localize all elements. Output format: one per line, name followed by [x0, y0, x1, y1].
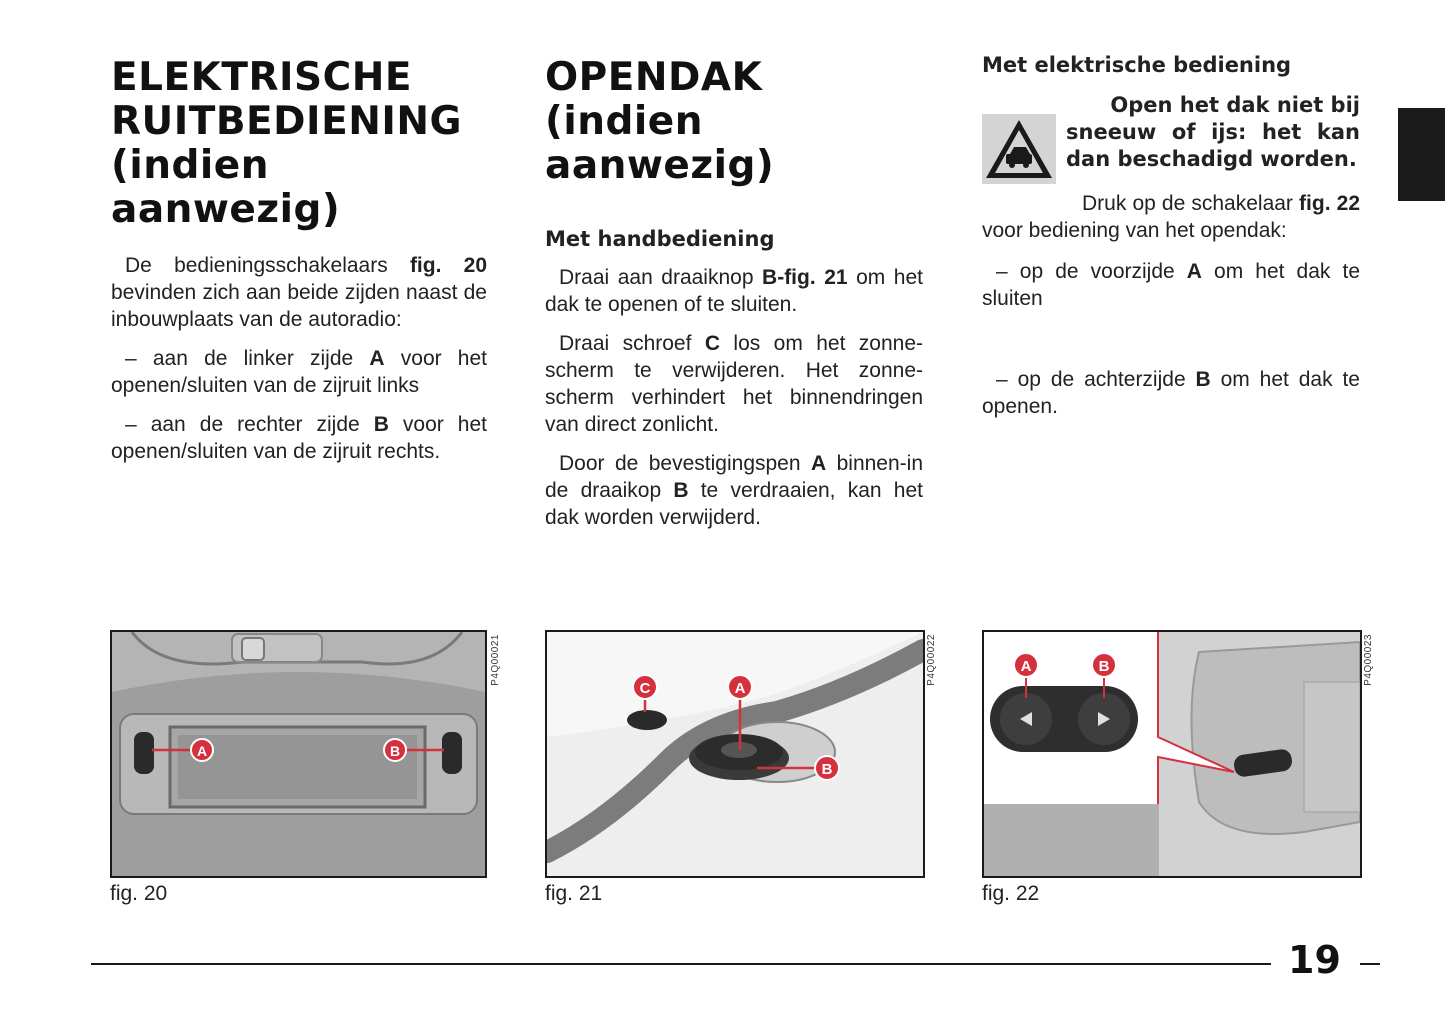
- figure-20-radio-switches: [110, 630, 487, 878]
- footer-dash: [1360, 963, 1380, 965]
- paragraph-pin: Door de bevestigingspen A binnen-in de draaikop B te verdraaien, kan het dak worden verwijderd.: [545, 452, 923, 529]
- callout-a: A: [734, 680, 746, 697]
- paragraph-intro: De bedieningsschakelaars fig. 20 bevinden zich aan beide zijden naast de inbouwplaats van de autoradio:: [111, 254, 488, 331]
- callout-b: B: [1098, 658, 1110, 675]
- title-line: RUITBEDIENING: [111, 99, 463, 144]
- callout-c: C: [639, 680, 651, 697]
- figure-21-sunroof-knob: [545, 630, 925, 878]
- list-item-front: – op de voorzijde A om het dak te sluiten: [982, 260, 1360, 310]
- subtitle-manual: Met handbediening: [545, 227, 775, 251]
- warning-text: Open het dak niet bij sneeuw of ijs: het kan dan beschadigd worden.: [1066, 93, 1360, 171]
- figure-caption: fig. 22: [982, 882, 1040, 905]
- section-sunroof: [545, 56, 923, 531]
- subtitle-electric: Met elektrische bediening: [982, 53, 1292, 77]
- list-item-back: – op de achterzijde B om het dak te openen.: [982, 368, 1360, 418]
- section-power-windows: [111, 56, 487, 465]
- warning-box: [982, 92, 1360, 182]
- title-line: ELEKTRISCHE: [111, 55, 412, 100]
- figure-22-sunroof-switch: [982, 630, 1362, 878]
- callout-b: B: [389, 743, 401, 759]
- title-line: OPENDAK: [545, 55, 763, 100]
- page-number: 19: [1288, 938, 1341, 982]
- figure-caption: fig. 21: [545, 882, 603, 905]
- title-line: aanwezig): [111, 187, 341, 232]
- figure-caption: fig. 20: [110, 882, 168, 905]
- warning-car-triangle-icon: [982, 114, 1056, 184]
- footer-rule: [91, 963, 1271, 965]
- title-line: (indien: [545, 99, 703, 144]
- title-line: (indien: [111, 143, 269, 188]
- list-item-left: – aan de linker zijde A voor het openen/sluiten van de zijruit links: [111, 347, 488, 397]
- section-title-sunroof: [545, 56, 923, 188]
- paragraph-screw: Draai schroef C los om het zonne-scherm te verwijderen. Het zonne-scherm verhindert het binnendringen van direct zonlicht.: [545, 332, 924, 436]
- section-electric-sunroof: [982, 52, 1360, 420]
- figure-code: P4Q00023: [1363, 634, 1374, 686]
- paragraph-switch: Druk op de schakelaar fig. 22 voor bediening van het opendak:: [982, 192, 1361, 242]
- callout-a: A: [1020, 658, 1032, 675]
- chapter-tab: [1398, 108, 1445, 201]
- callout-a: A: [196, 743, 208, 759]
- list-item-right: – aan de rechter zijde B voor het openen/sluiten van de zijruit rechts.: [111, 413, 487, 463]
- figure-code: P4Q00021: [490, 634, 501, 686]
- title-line: aanwezig): [545, 143, 775, 188]
- section-title-power-windows: [111, 56, 487, 232]
- figure-code: P4Q00022: [926, 634, 937, 686]
- paragraph-knob: Draai aan draaiknop B-fig. 21 om het dak te openen of te sluiten.: [545, 266, 923, 316]
- callout-b: B: [821, 761, 833, 778]
